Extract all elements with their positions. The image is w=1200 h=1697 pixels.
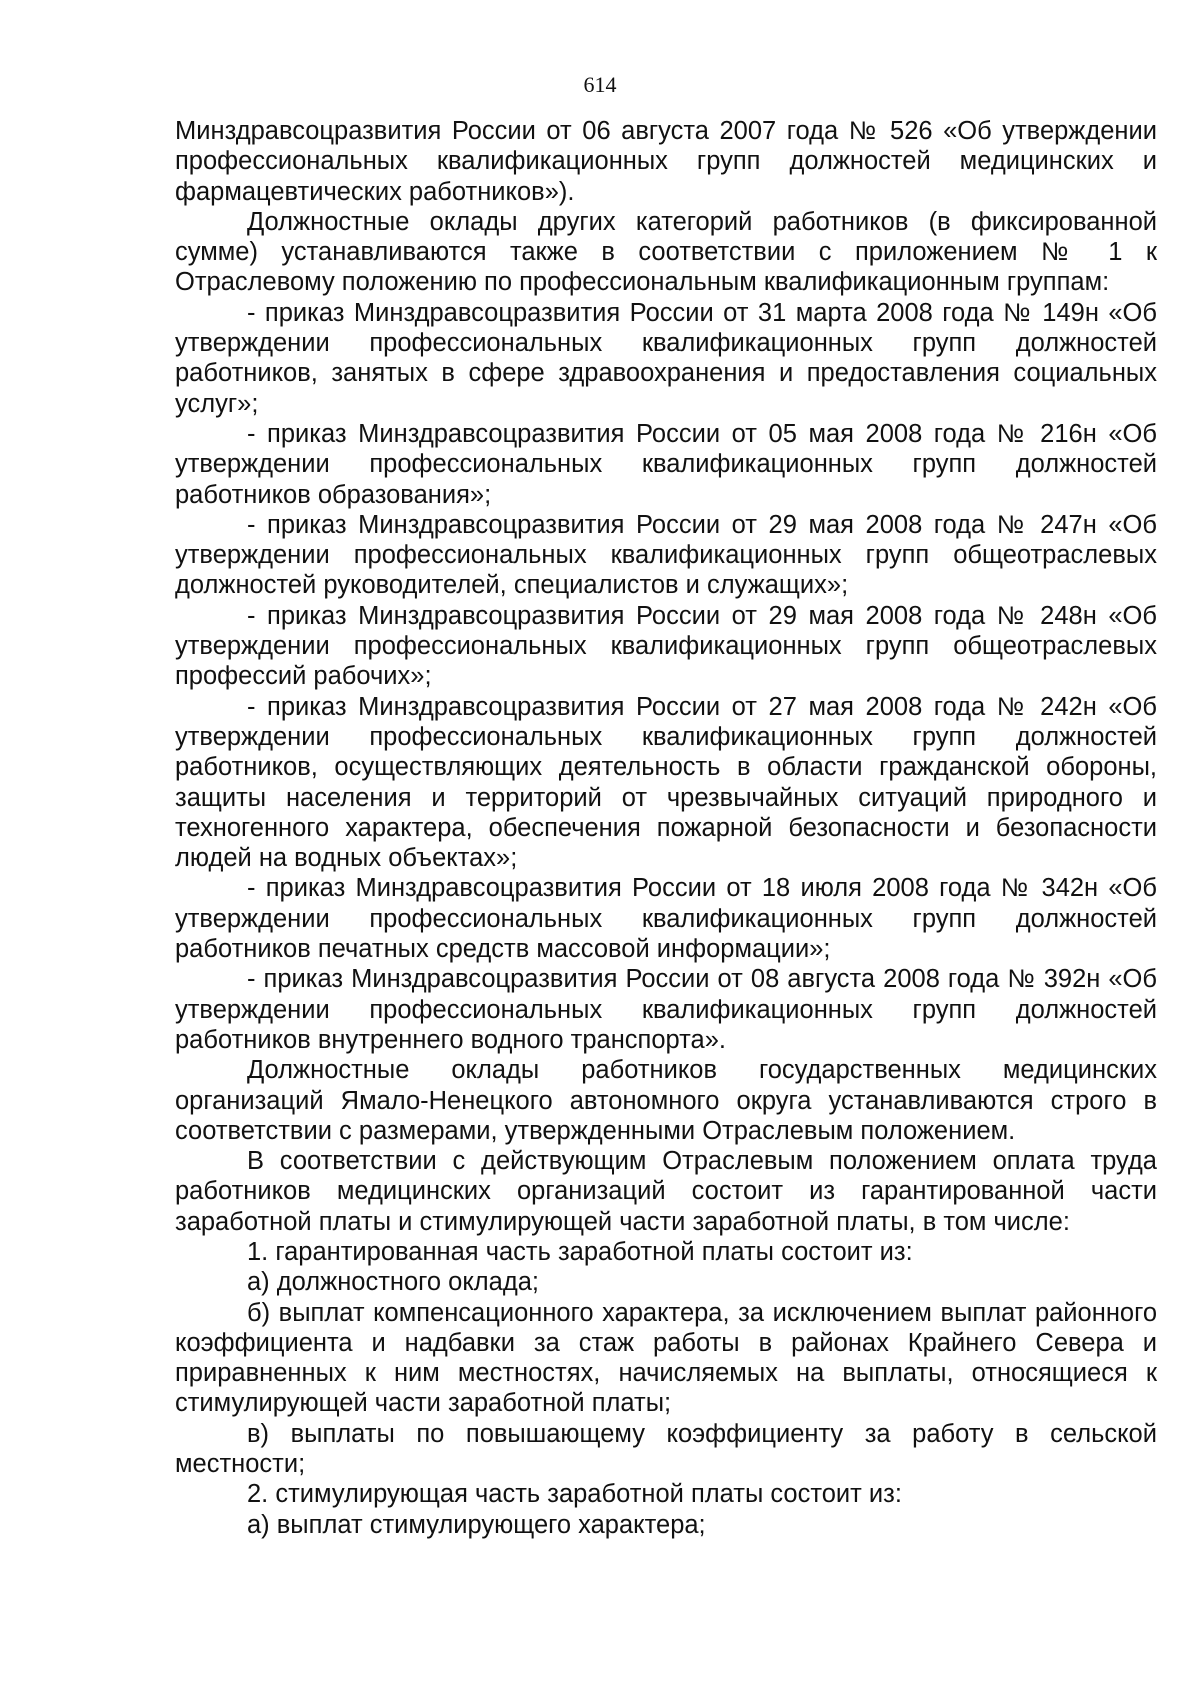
paragraph-15: в) выплаты по повышающему коэффициенту за работу в сельской местности;	[175, 1419, 1157, 1479]
paragraph-17: а) выплат стимулирующего характера;	[247, 1510, 706, 1539]
paragraph-16: 2. стимулирующая часть заработной платы состоит из:	[247, 1480, 902, 1509]
paragraph-12: 1. гарантированная часть заработной платы состоит из:	[247, 1237, 913, 1266]
page-number: 614	[583, 72, 617, 97]
paragraph-3: - приказ Минздравсоцразвития России от 31 марта 2008 года № 149н «Об утверждении профессиональных квалификационных групп должностей работников, занятых в сфере здравоохранения и предоставления социальных услуг»;	[175, 298, 1157, 418]
paragraph-2: Должностные оклады других категорий работников (в фиксированной сумме) устанавливаются также в соответствии с приложением № 1 к Отраслевому положению по профессиональным квалификационным группам:	[175, 207, 1157, 297]
paragraph-8: - приказ Минздравсоцразвития России от 18 июля 2008 года № 342н «Об утверждении профессиональных квалификационных групп должностей работников печатных средств массовой информации»;	[175, 874, 1157, 964]
paragraph-1: Минздравсоцразвития России от 06 августа 2007 года № 526 «Об утверждении профессиональных квалификационных групп должностей медицинских и фармацевтических работников»).	[175, 117, 1157, 206]
paragraph-13: а) должностного оклада;	[247, 1268, 539, 1297]
paragraph-11: В соответствии с действующим Отраслевым положением оплата труда работников медицинских организаций состоит из гарантированной части заработной платы и стимулирующей части заработной платы, в том числе:	[175, 1147, 1157, 1236]
paragraph-7: - приказ Минздравсоцразвития России от 27 мая 2008 года № 242н «Об утверждении профессиональных квалификационных групп должностей работников, осуществляющих деятельность в области гражданской обороны, защиты населения и территорий от чрезвычайных ситуаций природного и техногенного характера, обеспечения пожарной безопасности и безопасности людей на водных объектах»;	[175, 692, 1157, 873]
paragraph-4: - приказ Минздравсоцразвития России от 05 мая 2008 года № 216н «Об утверждении профессиональных квалификационных групп должностей работников образования»;	[175, 419, 1157, 509]
document-body	[175, 116, 1157, 1540]
paragraph-10: Должностные оклады работников государственных медицинских организаций Ямало-Ненецкого автономного округа устанавливаются строго в соответствии с размерами, утвержденными Отраслевым положением.	[175, 1056, 1157, 1145]
paragraph-9: - приказ Минздравсоцразвития России от 08 августа 2008 года № 392н «Об утверждении профессиональных квалификационных групп должностей работников внутреннего водного транспорта».	[175, 965, 1157, 1054]
paragraph-6: - приказ Минздравсоцразвития России от 29 мая 2008 года № 248н «Об утверждении профессиональных квалификационных групп общеотраслевых профессий рабочих»;	[175, 601, 1157, 691]
paragraph-14: б) выплат компенсационного характера, за исключением выплат районного коэффициента и надбавки за стаж работы в районах Крайнего Севера и приравненных к ним местностях, начисляемых на выплаты, относящиеся к стимулирующей части заработной платы;	[175, 1298, 1157, 1418]
paragraph-5: - приказ Минздравсоцразвития России от 29 мая 2008 года № 247н «Об утверждении профессиональных квалификационных групп общеотраслевых должностей руководителей, специалистов и служащих»;	[175, 510, 1157, 600]
